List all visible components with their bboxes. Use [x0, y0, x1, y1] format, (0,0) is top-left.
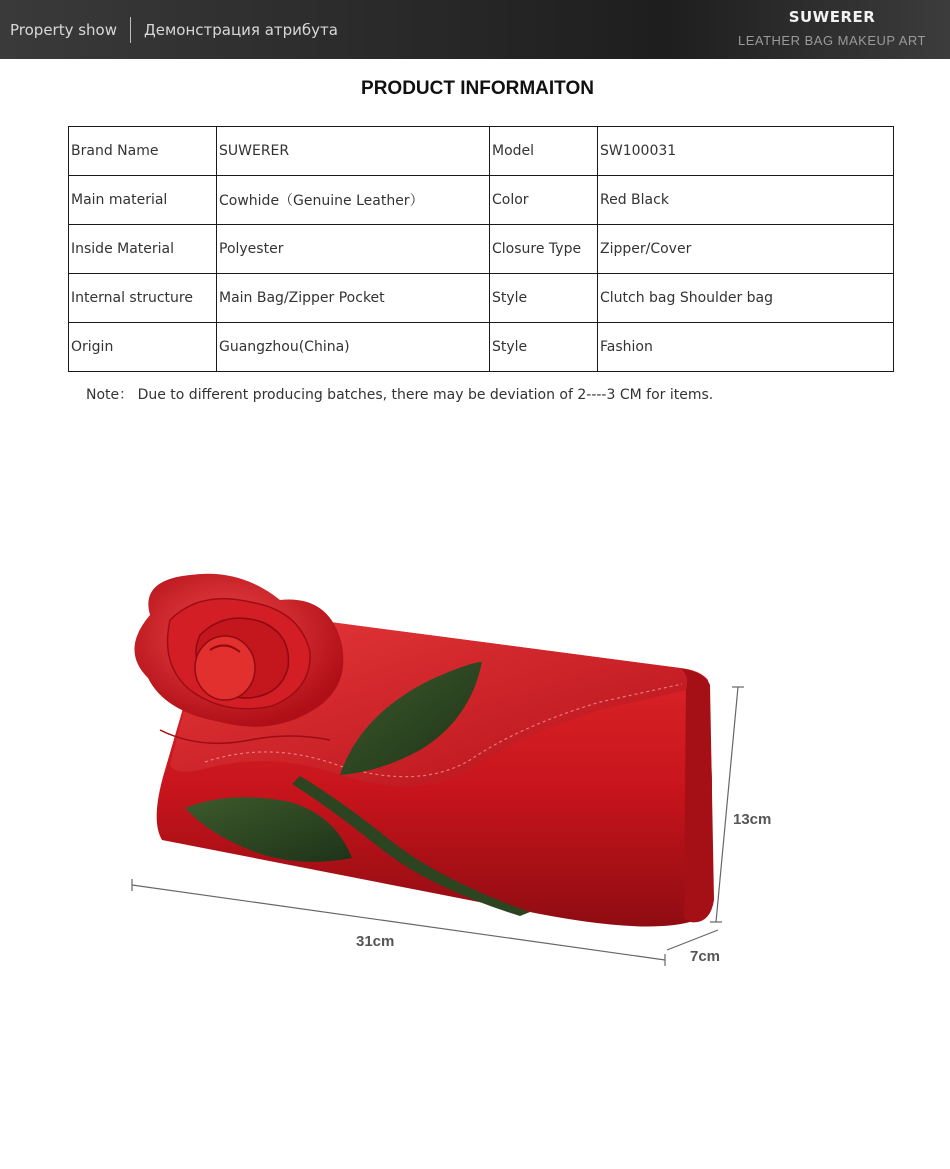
banner-divider: [130, 17, 131, 43]
depth-dimension-line: [667, 930, 718, 950]
brand-logo: [732, 6, 932, 48]
spec-label: Style: [490, 274, 598, 323]
spec-value: Fashion: [598, 323, 894, 372]
spec-label: Model: [490, 127, 598, 176]
table-row: [69, 225, 894, 274]
table-row: [69, 323, 894, 372]
spec-value: Zipper/Cover: [598, 225, 894, 274]
depth-label: 7cm: [690, 948, 721, 965]
spec-value: Cowhide（Genuine Leather）: [217, 176, 490, 225]
spec-label: Main material: [69, 176, 217, 225]
spec-value: Guangzhou(China): [217, 323, 490, 372]
header-banner: [0, 0, 950, 59]
banner-label-english: Property show: [10, 20, 118, 39]
spec-label: Closure Type: [490, 225, 598, 274]
banner-section-labels: [10, 0, 338, 59]
spec-label: Color: [490, 176, 598, 225]
spec-label: Origin: [69, 323, 217, 372]
banner-label-russian: Демонстрация атрибута: [144, 20, 338, 39]
brand-name: SUWERER: [788, 8, 876, 26]
product-info-table: [68, 126, 894, 372]
spec-value: SUWERER: [217, 127, 490, 176]
length-label: 31cm: [356, 933, 395, 950]
spec-value: Clutch bag Shoulder bag: [598, 274, 894, 323]
spec-value: SW100031: [598, 127, 894, 176]
clutch-bag-illustration: [0, 540, 950, 1000]
spec-value: Polyester: [217, 225, 490, 274]
table-row: [69, 127, 894, 176]
size-note: Note： Due to different producing batches, there may be deviation of 2----3 CM for items.: [86, 387, 714, 403]
spec-value: Red Black: [598, 176, 894, 225]
page-title: PRODUCT INFORMAITON: [361, 78, 594, 99]
spec-label: Inside Material: [69, 225, 217, 274]
table-row: [69, 274, 894, 323]
table-row: [69, 176, 894, 225]
spec-value: Main Bag/Zipper Pocket: [217, 274, 490, 323]
height-label: 13cm: [733, 811, 772, 828]
spec-label: Style: [490, 323, 598, 372]
product-image: [0, 540, 950, 1000]
spec-label: Brand Name: [69, 127, 217, 176]
spec-label: Internal structure: [69, 274, 217, 323]
brand-tagline: LEATHER BAG MAKEUP ART: [738, 33, 926, 48]
height-dimension-line: [716, 687, 738, 922]
